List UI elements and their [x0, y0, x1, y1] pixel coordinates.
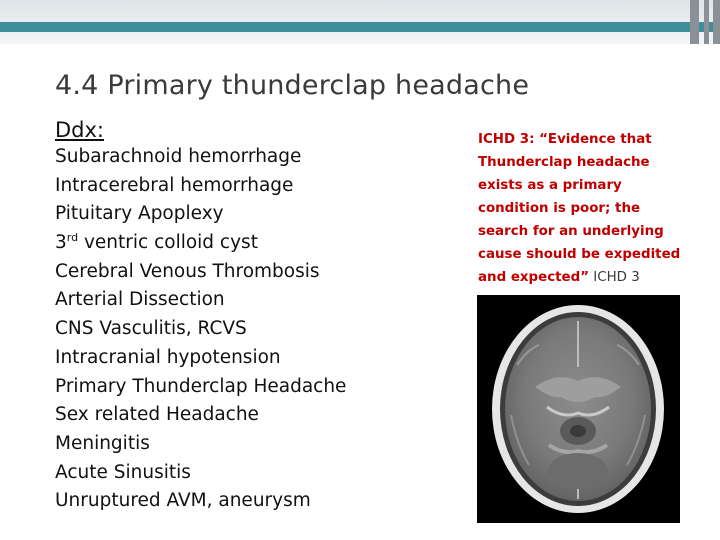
ddx-item: Arterial Dissection: [55, 289, 225, 311]
ddx-item: Pituitary Apoplexy: [55, 203, 224, 225]
ddx-item: [55, 229, 346, 258]
top-decorative-bar: [0, 0, 720, 44]
bar-segment: [704, 0, 709, 44]
quote-source: ICHD 3: [589, 270, 640, 285]
ddx-item: Acute Sinusitis: [55, 461, 191, 483]
ddx-item: Primary Thunderclap Headache: [55, 375, 347, 397]
quote-text: ICHD 3: “Evidence that Thunderclap headache exists as a primary condition is poor; the search for an underlying cause should be expedited and expected”: [478, 132, 681, 285]
ichd-quote: [478, 128, 683, 289]
ddx-item-rest: ventric colloid cyst: [78, 232, 258, 254]
ddx-item: Intracranial hypotension: [55, 346, 281, 368]
teal-stripe: [0, 22, 720, 32]
ddx-item: Subarachnoid hemorrhage: [55, 146, 302, 167]
ct-scan-graphic: [477, 295, 680, 523]
ddx-item-ordinal: rd: [66, 231, 79, 245]
ddx-list: [55, 143, 346, 516]
ddx-item: CNS Vasculitis, RCVS: [55, 318, 247, 340]
bar-segment: [690, 0, 699, 44]
ddx-item: Sex related Headache: [55, 404, 259, 426]
ddx-label: Ddx:: [55, 118, 105, 142]
bar-segment: [713, 0, 720, 44]
ddx-item: Meningitis: [55, 432, 150, 454]
ddx-item: Unruptured AVM, aneurysm: [55, 490, 311, 512]
ddx-item: Cerebral Venous Thrombosis: [55, 260, 320, 282]
slide-title: 4.4 Primary thunderclap headache: [55, 70, 530, 101]
ddx-item: Intracerebral hemorrhage: [55, 174, 294, 196]
ddx-item-number: 3: [55, 232, 67, 254]
ct-scan-image: [477, 295, 680, 523]
